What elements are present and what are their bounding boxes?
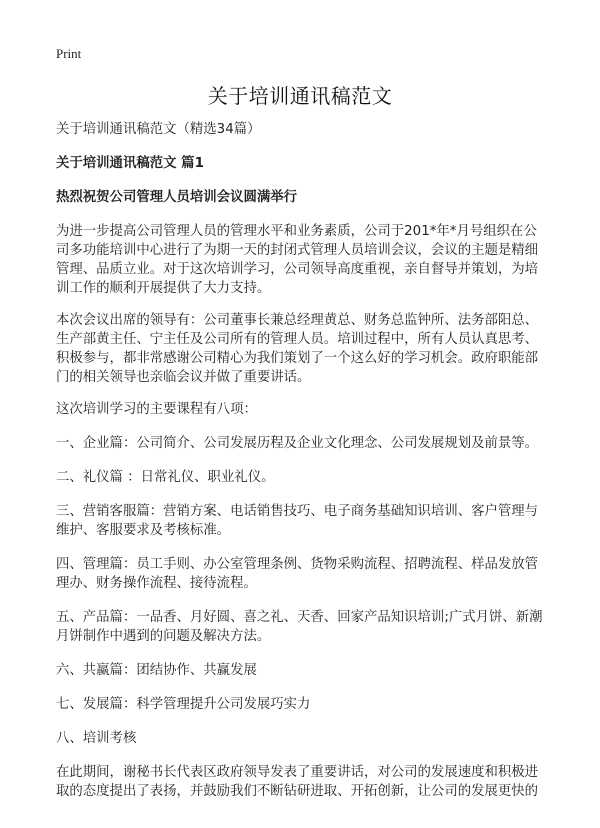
section-heading: 关于培训通讯稿范文 篇1 (56, 156, 204, 171)
article-body (56, 120, 546, 814)
print-link[interactable]: Print (56, 46, 82, 61)
paragraph: 为进一步提高公司管理人员的管理水平和业务素质，公司于201*年*月号组织在公司多功能培训中心进行了为期一天的封闭式管理人员培训会议，会议的主题是精细管理、品质立业。对于这次培训学习，公司领导高度重视，亲自督导并策划，为培训工作的顺利开展提供了大力支持。 (56, 224, 539, 296)
course-item: 四、管理篇：员工手则、办公室管理条例、货物采购流程、招聘流程、样品发放管理办、财务操作流程、接待流程。 (56, 557, 539, 591)
course-item: 七、发展篇：科学管理提升公司发展巧实力 (56, 697, 311, 712)
course-item: 六、共赢篇：团结协作、共赢发展 (56, 663, 257, 678)
courses-intro: 这次培训学习的主要课程有八项： (56, 402, 257, 417)
paragraph: 本次会议出席的领导有：公司董事长兼总经理黄总、财务总监钟所、法务部阳总、生产部黄主任、宁主任及公司所有的管理人员。培训过程中，所有人员认真思考、积极参与，都非常感谢公司精心为我们策划了一个这么好的学习机会。政府职能部门的相关领导也亲临会议并做了重要讲话。 (56, 313, 539, 385)
news-headline: 热烈祝贺公司管理人员培训会议圆满举行 (56, 190, 298, 205)
article-subtitle: 关于培训通讯稿范文（精选34篇） (56, 122, 261, 137)
course-item: 二、礼仪篇 ：日常礼仪、职业礼仪。 (56, 470, 275, 485)
course-item: 一、企业篇：公司简介、公司发展历程及企业文化理念、公司发展规划及前景等。 (56, 436, 539, 451)
closing-paragraph: 在此期间，谢秘书长代表区政府领导发表了重要讲话，对公司的发展速度和积极进取的态度提出了表扬，并鼓励我们不断钻研进取、开拓创新，让公司的发展更快的 (56, 765, 539, 799)
course-item: 八、培训考核 (56, 731, 137, 746)
course-item: 三、营销客服篇：营销方案、电话销售技巧、电子商务基础知识培训、客户管理与维护、客服要求及考核标准。 (56, 504, 539, 538)
page-title: 关于培训通讯稿范文 (207, 84, 393, 108)
course-item: 五、产品篇：一品香、月好圆、喜之礼、天香、回家产品知识培训;广式月饼、新潮月饼制作中遇到的问题及解决方法。 (56, 610, 543, 644)
